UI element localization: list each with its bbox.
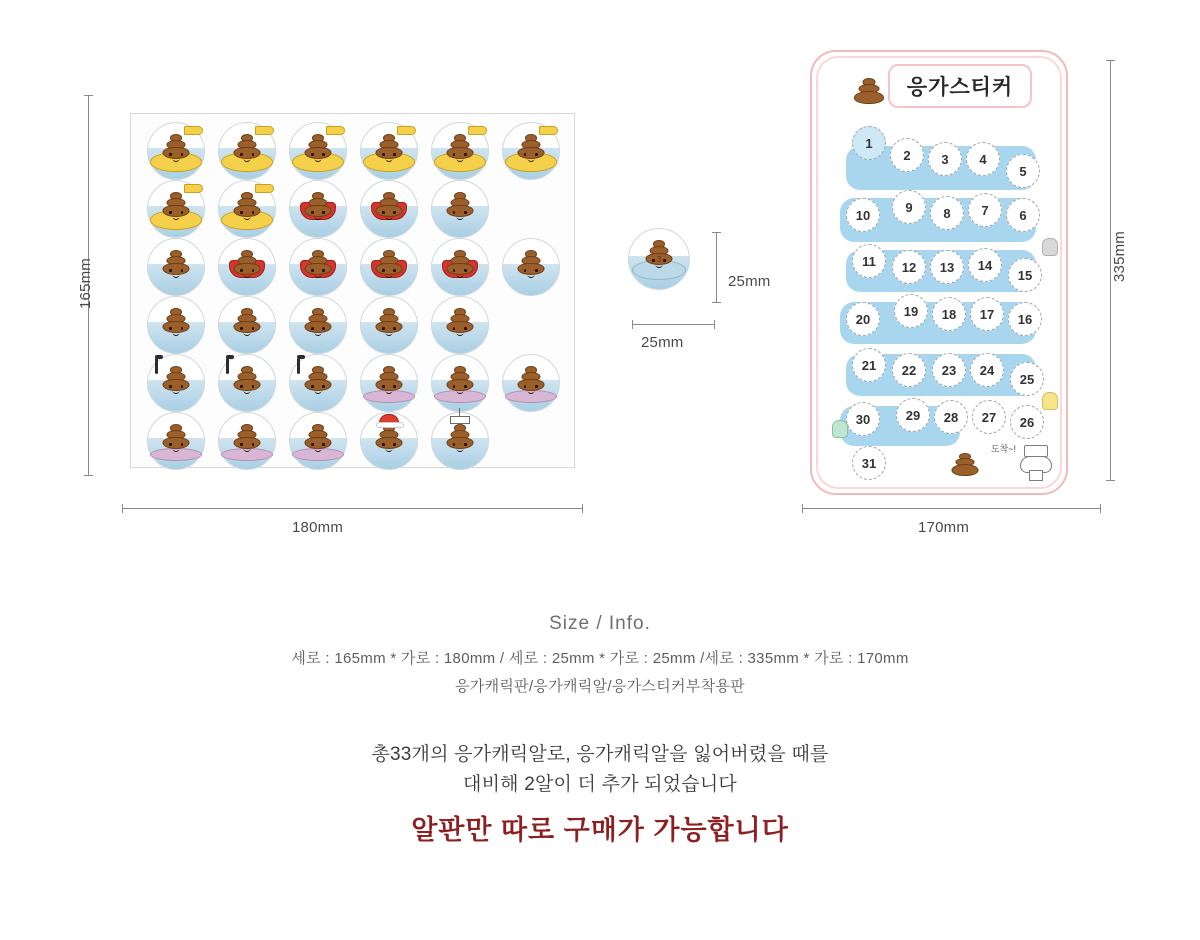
sticker-cell[interactable] — [283, 354, 354, 412]
left-width-label-wrap — [292, 519, 343, 537]
chart-number-18[interactable]: 18 — [932, 297, 966, 331]
sticker-sheet-characters — [130, 113, 575, 468]
size-line: 세로 : 165mm * 가로 : 180mm / 세로 : 25mm * 가로 : 25mm /세로 : 335mm * 가로 : 170mm — [291, 650, 909, 667]
chart-number-9[interactable]: 9 — [892, 190, 926, 224]
single-width-label-wrap — [641, 334, 683, 352]
size-line-wrap — [0, 645, 1200, 674]
chart-number-29[interactable]: 29 — [896, 398, 930, 432]
chart-number-20[interactable]: 20 — [846, 302, 880, 336]
ghost-grey-icon — [1042, 238, 1058, 256]
sticker-cell[interactable] — [354, 296, 425, 354]
single-sticker-number: 3 — [656, 255, 662, 264]
sticker-grid — [141, 122, 566, 462]
chart-number-10[interactable]: 10 — [846, 198, 880, 232]
reward-chart-board — [810, 50, 1068, 495]
left-height-tick-top — [84, 95, 93, 96]
chart-number-2[interactable]: 2 — [890, 138, 924, 172]
left-height-label-wrap — [36, 257, 136, 310]
sticker-cell[interactable] — [283, 122, 354, 180]
sticker-cell[interactable] — [283, 412, 354, 470]
ghost-yellow-icon — [1042, 392, 1058, 410]
sticker-cell[interactable] — [354, 238, 425, 296]
chart-number-4[interactable]: 4 — [966, 142, 1000, 176]
chart-number-16[interactable]: 16 — [1008, 302, 1042, 336]
chart-number-30[interactable]: 30 — [846, 402, 880, 436]
sticker-cell[interactable] — [424, 412, 495, 470]
sticker-cell[interactable] — [495, 122, 566, 180]
sticker-cell[interactable] — [283, 238, 354, 296]
chart-number-22[interactable]: 22 — [892, 353, 926, 387]
chart-number-21[interactable]: 21 — [852, 348, 886, 382]
left-width-tick-left — [122, 504, 123, 513]
sticker-cell[interactable] — [354, 412, 425, 470]
right-height-tick-top — [1106, 60, 1115, 61]
chart-number-11[interactable]: 11 — [852, 244, 886, 278]
sticker-cell[interactable] — [141, 296, 212, 354]
right-width-tick-left — [802, 504, 803, 513]
right-width-line — [802, 508, 1100, 509]
arrival-label: 도착~! — [990, 444, 1016, 454]
sticker-cell-empty — [495, 412, 566, 470]
right-height-label: 335mm — [1111, 230, 1129, 283]
sticker-cell[interactable] — [424, 354, 495, 412]
left-width-tick-right — [582, 504, 583, 513]
chart-number-28[interactable]: 28 — [934, 400, 968, 434]
chart-number-8[interactable]: 8 — [930, 196, 964, 230]
sticker-cell[interactable] — [212, 122, 283, 180]
chart-number-13[interactable]: 13 — [930, 250, 964, 284]
size-info-title: Size / Info. — [549, 613, 651, 634]
single-height-tick-top — [712, 232, 721, 233]
chart-number-1[interactable]: 1 — [852, 126, 886, 160]
left-width-line — [122, 508, 582, 509]
sticker-cell[interactable] — [141, 122, 212, 180]
chart-number-27[interactable]: 27 — [972, 400, 1006, 434]
sticker-cell[interactable] — [424, 296, 495, 354]
product-line-wrap — [0, 673, 1200, 702]
sticker-cell[interactable] — [212, 180, 283, 238]
single-height-label-wrap — [728, 273, 770, 291]
chart-number-25[interactable]: 25 — [1010, 362, 1044, 396]
chart-number-14[interactable]: 14 — [968, 248, 1002, 282]
left-height-tick-bottom — [84, 475, 93, 476]
sticker-cell[interactable] — [354, 180, 425, 238]
sticker-cell[interactable] — [141, 180, 212, 238]
sticker-cell[interactable] — [354, 122, 425, 180]
single-height-label: 25mm — [728, 273, 771, 290]
chart-number-23[interactable]: 23 — [932, 353, 966, 387]
sticker-cell[interactable] — [495, 354, 566, 412]
size-info-title-wrap — [0, 613, 1200, 635]
chart-number-24[interactable]: 24 — [970, 353, 1004, 387]
finish-poop-icon — [950, 453, 980, 481]
sticker-cell[interactable] — [495, 238, 566, 296]
desc-line2-wrap — [0, 770, 1200, 799]
chart-number-12[interactable]: 12 — [892, 250, 926, 284]
chart-number-31[interactable]: 31 — [852, 446, 886, 480]
sticker-cell[interactable] — [212, 238, 283, 296]
sticker-cell[interactable] — [141, 412, 212, 470]
sticker-cell[interactable] — [141, 354, 212, 412]
desc-line1-wrap — [0, 740, 1200, 769]
sticker-cell[interactable] — [212, 412, 283, 470]
chart-number-15[interactable]: 15 — [1008, 258, 1042, 292]
right-width-tick-right — [1100, 504, 1101, 513]
single-sticker[interactable] — [628, 228, 690, 290]
highlight-text: 알판만 따로 구매가 가능합니다 — [411, 815, 789, 845]
sticker-cell[interactable] — [212, 354, 283, 412]
single-width-tick-right — [714, 320, 715, 329]
single-height-line — [716, 232, 717, 302]
product-line: 응가캐릭판/응가캐릭알/응가스티커부착용판 — [455, 678, 745, 695]
sticker-cell[interactable] — [141, 238, 212, 296]
sticker-cell-empty — [495, 296, 566, 354]
sticker-cell[interactable] — [424, 122, 495, 180]
chart-number-6[interactable]: 6 — [1006, 198, 1040, 232]
toilet-icon — [1020, 445, 1050, 479]
sticker-cell[interactable] — [424, 238, 495, 296]
chart-number-7[interactable]: 7 — [968, 193, 1002, 227]
single-width-line — [632, 324, 714, 325]
chart-number-3[interactable]: 3 — [928, 142, 962, 176]
sticker-cell-empty — [495, 180, 566, 238]
title-poop-icon — [852, 78, 886, 108]
single-height-tick-bottom — [712, 302, 721, 303]
right-width-label: 170mm — [918, 519, 970, 536]
chart-number-17[interactable]: 17 — [970, 297, 1004, 331]
highlight-wrap — [0, 808, 1200, 847]
chart-number-26[interactable]: 26 — [1010, 405, 1044, 439]
left-height-label: 165mm — [77, 257, 95, 310]
chart-number-5[interactable]: 5 — [1006, 154, 1040, 188]
sticker-cell[interactable] — [424, 180, 495, 238]
right-width-label-wrap — [918, 519, 969, 537]
single-width-tick-left — [632, 320, 633, 329]
sticker-cell[interactable] — [283, 180, 354, 238]
desc-line2: 대비해 2알이 더 추가 되었습니다 — [463, 774, 737, 795]
ghost-green-icon — [832, 420, 848, 438]
desc-line1: 총33개의 응가캐릭알로, 응가캐릭알을 잃어버렸을 때를 — [371, 744, 829, 765]
right-height-label-wrap — [1090, 230, 1150, 283]
sticker-cell[interactable] — [212, 296, 283, 354]
chart-number-19[interactable]: 19 — [894, 294, 928, 328]
single-width-label: 25mm — [641, 334, 684, 351]
sticker-cell[interactable] — [283, 296, 354, 354]
left-width-label: 180mm — [292, 519, 344, 536]
right-height-tick-bottom — [1106, 480, 1115, 481]
board-title: 응가스티커 — [888, 64, 1032, 108]
sticker-cell[interactable] — [354, 354, 425, 412]
